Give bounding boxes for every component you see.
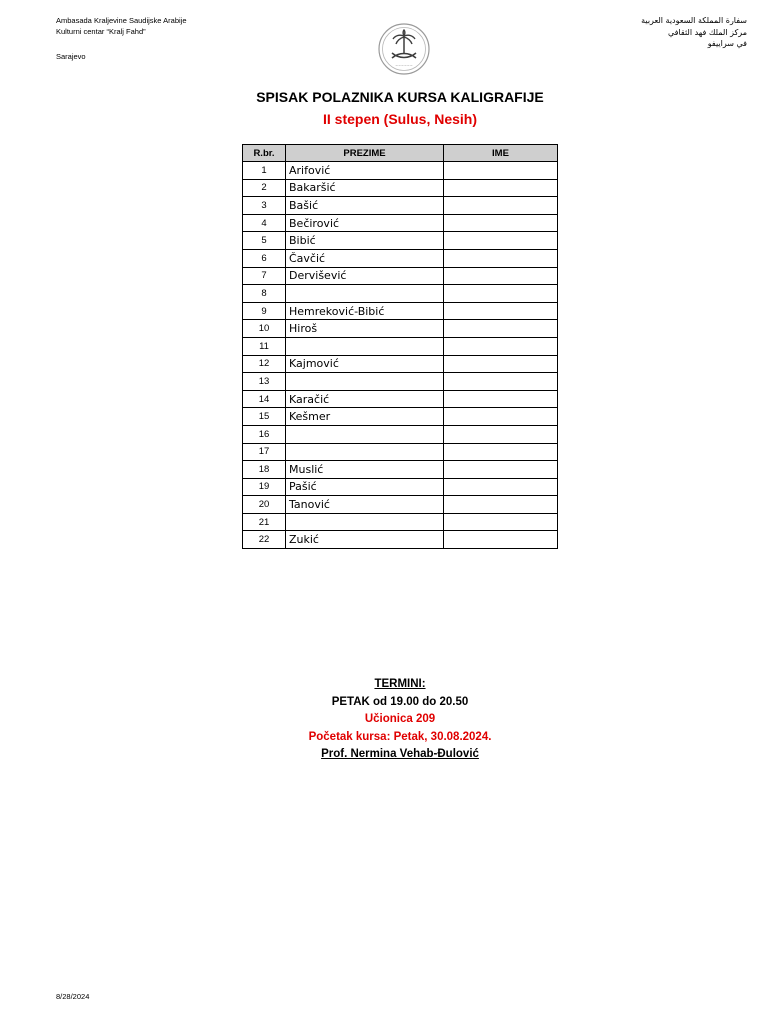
row-number-cell: 21 <box>243 513 286 531</box>
table-row <box>243 249 558 267</box>
course-start: Početak kursa: Petak, 30.08.2024. <box>308 730 492 743</box>
name-cell <box>444 373 558 391</box>
document-title: SPISAK POLAZNIKA KURSA KALIGRAFIJE <box>256 89 544 105</box>
city-arabic: في سراييفو <box>707 39 747 48</box>
name-cell <box>444 302 558 320</box>
name-cell <box>444 513 558 531</box>
surname-cell: Tanović <box>286 496 444 514</box>
name-cell <box>444 443 558 461</box>
table-row <box>243 214 558 232</box>
saudi-emblem-logo <box>377 22 431 76</box>
row-number-cell: 1 <box>243 162 286 180</box>
row-number-cell: 6 <box>243 249 286 267</box>
surname-cell <box>286 443 444 461</box>
cultural-center-name: Kulturni centar “Kralj Fahd” <box>56 27 146 36</box>
name-cell <box>444 162 558 180</box>
surname-cell: Pašić <box>286 478 444 496</box>
column-header-number: R.br. <box>243 145 286 162</box>
name-cell <box>444 425 558 443</box>
row-number-cell: 7 <box>243 267 286 285</box>
table-row <box>243 513 558 531</box>
name-cell <box>444 179 558 197</box>
surname-cell: Hemreković-Bibić <box>286 302 444 320</box>
table-row <box>243 162 558 180</box>
terms-room: Učionica 209 <box>364 713 436 725</box>
embassy-header-right-arabic <box>641 15 747 50</box>
table-row <box>243 179 558 197</box>
terms-time: PETAK od 19.00 do 20.50 <box>331 695 469 708</box>
table-row <box>243 302 558 320</box>
row-number-cell: 5 <box>243 232 286 250</box>
table-row <box>243 355 558 373</box>
row-number-cell: 12 <box>243 355 286 373</box>
participants-table-body <box>243 162 558 549</box>
row-number-cell: 13 <box>243 373 286 391</box>
table-row <box>243 531 558 549</box>
row-number-cell: 15 <box>243 408 286 426</box>
row-number-cell: 19 <box>243 478 286 496</box>
embassy-name: Ambasada Kraljevine Saudijske Arabije <box>56 16 187 25</box>
row-number-cell: 22 <box>243 531 286 549</box>
name-cell <box>444 531 558 549</box>
column-header-name: IME <box>444 145 558 162</box>
table-row <box>243 267 558 285</box>
row-number-cell: 16 <box>243 425 286 443</box>
surname-cell <box>286 373 444 391</box>
name-cell <box>444 232 558 250</box>
row-number-cell: 11 <box>243 337 286 355</box>
terms-heading: TERMINI: <box>374 678 426 690</box>
surname-cell <box>286 513 444 531</box>
surname-cell: Bibić <box>286 232 444 250</box>
name-cell <box>444 461 558 479</box>
table-header-row <box>243 145 558 162</box>
svg-text:~~~~~~: ~~~~~~ <box>395 64 413 68</box>
row-number-cell: 20 <box>243 496 286 514</box>
table-row <box>243 373 558 391</box>
surname-cell <box>286 337 444 355</box>
document-subtitle: II stepen (Sulus, Nesih) <box>322 111 478 127</box>
table-row <box>243 478 558 496</box>
row-number-cell: 10 <box>243 320 286 338</box>
table-row <box>243 232 558 250</box>
surname-cell <box>286 425 444 443</box>
row-number-cell: 9 <box>243 302 286 320</box>
table-row <box>243 496 558 514</box>
name-cell <box>444 214 558 232</box>
name-cell <box>444 267 558 285</box>
name-cell <box>444 249 558 267</box>
name-cell <box>444 408 558 426</box>
surname-cell: Zukić <box>286 531 444 549</box>
row-number-cell: 8 <box>243 285 286 303</box>
row-number-cell: 4 <box>243 214 286 232</box>
name-cell <box>444 355 558 373</box>
table-row <box>243 320 558 338</box>
table-row <box>243 425 558 443</box>
terms-section <box>0 676 768 764</box>
name-cell <box>444 285 558 303</box>
table-row <box>243 461 558 479</box>
city-name: Sarajevo <box>56 52 86 61</box>
table-row <box>243 197 558 215</box>
table-row <box>243 443 558 461</box>
footer-date: 8/28/2024 <box>56 992 90 1001</box>
row-number-cell: 3 <box>243 197 286 215</box>
name-cell <box>444 337 558 355</box>
surname-cell: Muslić <box>286 461 444 479</box>
surname-cell: Kajmović <box>286 355 444 373</box>
table-row <box>243 337 558 355</box>
name-cell <box>444 390 558 408</box>
row-number-cell: 2 <box>243 179 286 197</box>
surname-cell: Arifović <box>286 162 444 180</box>
surname-cell: Karačić <box>286 390 444 408</box>
name-cell <box>444 197 558 215</box>
surname-cell <box>286 285 444 303</box>
row-number-cell: 17 <box>243 443 286 461</box>
row-number-cell: 18 <box>243 461 286 479</box>
surname-cell: Čavčić <box>286 249 444 267</box>
table-row <box>243 408 558 426</box>
participants-table <box>242 144 558 549</box>
teacher-name: Prof. Nermina Vehab-Đulović <box>321 748 479 760</box>
name-cell <box>444 496 558 514</box>
row-number-cell: 14 <box>243 390 286 408</box>
surname-cell: Bašić <box>286 197 444 215</box>
embassy-header-left <box>56 15 187 62</box>
table-row <box>243 390 558 408</box>
name-cell <box>444 320 558 338</box>
surname-cell: Hiroš <box>286 320 444 338</box>
surname-cell: Bakaršić <box>286 179 444 197</box>
table-row <box>243 285 558 303</box>
surname-cell: Dervišević <box>286 267 444 285</box>
embassy-name-arabic: سفارة المملكة السعودية العربية <box>641 16 747 25</box>
cultural-center-arabic: مركز الملك فهد الثقافي <box>668 27 747 37</box>
surname-cell: Kešmer <box>286 408 444 426</box>
name-cell <box>444 478 558 496</box>
surname-cell: Bečirović <box>286 214 444 232</box>
column-header-surname: PREZIME <box>286 145 444 162</box>
